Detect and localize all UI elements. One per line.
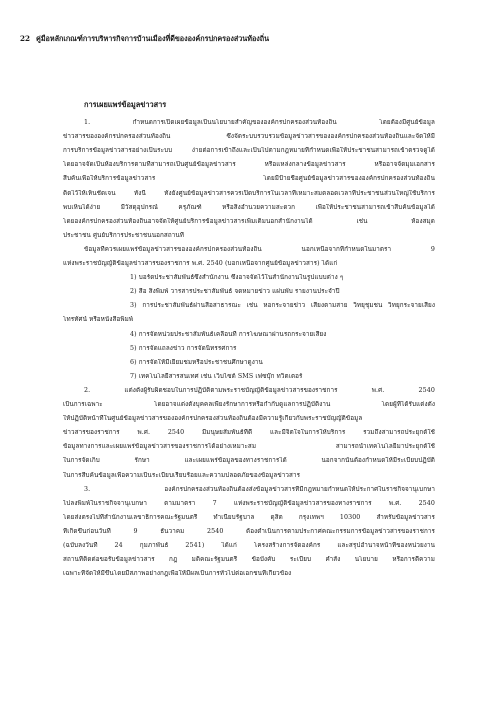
text-line: สืบค้นเพื่อให้บริการข้อมูลข่าวสาร โดยมีป้ายชื่อศูนย์ข้อมูลข่าวสารขององค์กรปกครองส่วนท้องถิ่น <box>63 175 435 183</box>
text-line: เป็นการเฉพาะ โดยอาจแต่งตั้งบุคคลเพียงรักษาการหรือกำกับดูแลการปฏิบัติงาน โดยผู้ที่ได้รับแต่งตั้ง <box>63 401 435 408</box>
text-line: โดยอาจจัดเป็นห้องบริการตามที่สามารถเป็นศูนย์ข้อมูลข่าวสาร หรือแหล่งกลางข้อมูลข่าวสาร หรืออาจจัดมุมเอกสาร <box>63 161 435 169</box>
text-line: 3. องค์กรปกครองส่วนท้องถิ่นต้องส่งข้อมูลข่าวสารที่มีกฎหมายกำหนดให้ประกาศในราชกิจจานุเบกษา <box>84 485 435 493</box>
page-number: 22 <box>20 34 31 43</box>
text-line: ข้อมูลที่ควรเผยแพร่ข้อมูลข่าวสารขององค์กรปกครองส่วนท้องถิ่น นอกเหนือจากที่กำหนดในมาตรา 9 <box>84 245 435 253</box>
text-line: โทรทัศน์ หรือหนังสือพิมพ์ <box>63 316 134 324</box>
text-line: ติดไว้ให้เห็นชัดเจน ทั้งนี้ ทั้งยังศูนย์ข้อมูลข่าวสารควรเปิดบริการในเวลาที่เหมาะสมตลอดเวลาที่ประชาชนส่วนใหญ่ใช้บริการ <box>63 189 435 197</box>
text-line: ประชาชน ศูนย์บริการประชาชนนอกสถานที่ <box>63 231 185 239</box>
text-line: 1) บอร์ดประชาสัมพันธ์ซึ่งสำนักงาน ซึ่งอาจจัดไว้ในสำนักงานในรูปแบบต่าง ๆ <box>130 274 344 282</box>
text-line: 7) เทคโนโลยีสารสนเทศ เช่น เว็บไซต์ SMS เฟซบุ๊ก ทวิตเตอร์ <box>130 372 303 380</box>
text-line: 2) สื่อ สิ่งพิมพ์ วารสารประชาสัมพันธ์ จดหมายข่าว แผ่นพับ รายงานประจำปี <box>130 288 340 296</box>
text-line: 3) การประชาสัมพันธ์ผ่านสื่อสาธารณะ เช่น หอกระจายข่าว เสียงตามสาย วิทยุชุมชน วิทยุกระจายเสียง <box>130 302 435 310</box>
text-line: ข่าวสารขององค์กรปกครองส่วนท้องถิ่น ซึ่งจัดระบบรวบรวมข้อมูลข่าวสารขององค์กรปกครองส่วนท้องถิ่นและจัดให้มี <box>63 133 435 141</box>
text-line: ข้อมูลทางการและเผยแพร่ข้อมูลข่าวสารของราชการได้อย่างเหมาะสม สามารถนำเทคโนโลยีมาประยุกต์ใช้ <box>63 443 435 451</box>
text-line: ที่เกิดขึ้นก่อนวันที่ 9 ธันวาคม 2540 ต้องดำเนินการตามประกาศคณะกรรมการข้อมูลข่าวสารของราชการ <box>63 527 435 535</box>
running-title: คู่มือหลักเกณฑ์การบริหารกิจการบ้านเมืองที่ดีขององค์กรปกครองส่วนท้องถิ่น <box>36 34 270 43</box>
text-line: สถานที่ติดต่อขอรับข้อมูลข่าวสาร กฎ มติคณะรัฐมนตรี ข้อบังคับ ระเบียบ คำสั่ง นโยบาย หรือการตีความ <box>63 556 435 564</box>
text-line: การบริการข้อมูลข่าวสารอย่างเป็นระบบ ง่ายต่อการเข้าถึงและเป็นไปตามกฎหมายที่กำหนดเพื่อให้ประชาชนสามารถเข้าตรวจดูได้ <box>63 147 435 155</box>
text-line: 4) การจัดหน่วยประชาสัมพันธ์เคลื่อนที่ การโฆษณาผ่านรถกระจายเสียง <box>130 330 327 338</box>
text-line: เฉพาะที่จัดให้มีขึ้นโดยมีสภาพอย่างกฎเพื่อให้มีผลเป็นการทั่วไปต่อเอกชนที่เกี่ยวข้อง <box>63 570 292 578</box>
text-line: 1. กำหนดการเปิดเผยข้อมูลเป็นนโยบายสำคัญขององค์กรปกครองส่วนท้องถิ่น โดยต้องมีศูนย์ข้อมูล <box>84 119 435 126</box>
text-line: ไปลงพิมพ์ในราชกิจจานุเบกษา ตามมาตรา 7 แห่งพระราชบัญญัติข้อมูลข่าวสารของทางราชการ พ.ศ. 2540 <box>63 499 435 507</box>
text-line: โดยส่งตรงไปที่สำนักงานเลขาธิการคณะรัฐมนตรี ทำเนียบรัฐบาล ดุสิต กรุงเทพฯ 10300 สำหรับข้อมูลข่าวสาร <box>63 513 435 521</box>
text-line: โดยองค์กรปกครองส่วนท้องถิ่นอาจจัดให้ศูนย์บริการข้อมูลข่าวสารเพิ่มเติมนอกสำนักงานได้ เช่น ห้องสมุด <box>63 217 435 225</box>
text-line: ในการจัดเก็บ รักษา และเผยแพร่ข้อมูลของทางราชการได้ นอกจากนั้นต้องกำหนดให้มีระเบียบปฏิบัติ <box>63 457 435 465</box>
text-line: พบเห็นได้ง่าย มีวัสดุอุปกรณ์ ครุภัณฑ์ หรือสิ่งอำนวยความสะดวก เพื่อให้ประชาชนสามารถเข้าสืบค้นข้อมูลได้ <box>63 203 435 211</box>
text-line: (ฉบับลงวันที่ 24 กุมภาพันธ์ 2541) ได้แก่ โครงสร้างการจัดองค์กร และสรุปอำนาจหน้าที่ของหน่วยงาน <box>63 542 435 549</box>
text-line: ข่าวสารของราชการ พ.ศ. 2540 มีมนุษยสัมพันธ์ที่ดี และมีจิตใจในการให้บริการ รวมถึงสามารถประยุกต์ใช้ <box>63 429 435 437</box>
text-line: แห่งพระราชบัญญัติข้อมูลข่าวสารของราชการ พ.ศ. 2540 (บอกเหนือจากศูนย์ข้อมูลข่าวสาร) ได้แก่ <box>63 260 338 267</box>
text-line: 2. แต่งตั้งผู้รับผิดชอบในการปฏิบัติตามพระราชบัญญัติข้อมูลข่าวสารของราชการ พ.ศ. 2540 <box>84 386 435 394</box>
text-line: ให้ปฏิบัติหน้าที่ในศูนย์ข้อมูลข่าวสารขององค์กรปกครองส่วนท้องถิ่นต้องมีความรู้เกี่ยวกับพระราชบัญญัติข้อมูล <box>63 415 363 423</box>
text-line: ในการสืบค้นข้อมูลเพื่อความเป็นระเบียบเรียบร้อยและความปลอดภัยของข้อมูลข่าวสาร <box>63 471 301 479</box>
section-heading: การเผยแพร่ข้อมูลข่าวสาร <box>84 100 167 109</box>
text-line: 5) การจัดแถลงข่าว การจัดนิทรรศการ <box>130 344 237 352</box>
text-line: 6) การจัดให้มีเยี่ยมชมหรือประชาชนศึกษาดูงาน <box>130 358 263 366</box>
